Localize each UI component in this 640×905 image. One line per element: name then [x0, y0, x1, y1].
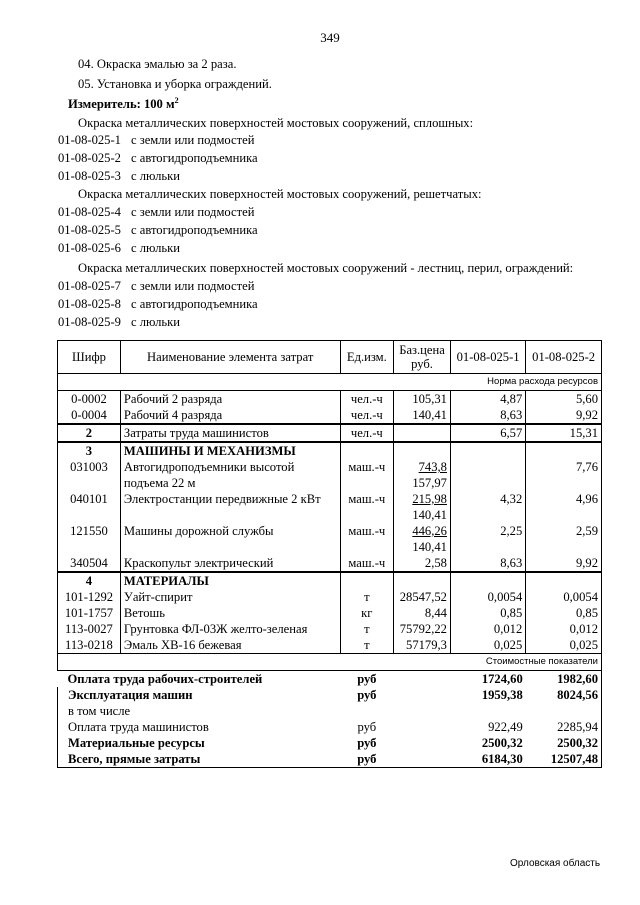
summary-variant-1: 922,49: [488, 720, 523, 734]
cell-variant-1: 0,025: [450, 637, 525, 654]
cell-variant-1: 0,012: [450, 621, 525, 637]
cell-shifr: 340504: [58, 555, 121, 572]
cell-shifr: 4: [58, 572, 121, 589]
cell-price: 743,8 157,97: [394, 459, 451, 491]
cell-shifr: 3: [58, 442, 121, 459]
summary-unit: руб: [357, 736, 377, 750]
list-item: 01-08-025-3 с люльки: [58, 169, 181, 183]
table-row: [58, 424, 602, 442]
group-heading: Окраска металлических поверхностей мостовых сооружений, решетчатых:: [78, 187, 482, 201]
col-header-variant-1: 01-08-025-1: [450, 341, 525, 374]
cell-price: 2,58: [394, 555, 451, 572]
page-number: 349: [320, 30, 340, 45]
group-heading: Окраска металлических поверхностей мостовых сооружений, сплошных:: [78, 116, 474, 130]
cell-shifr: 101-1292: [58, 589, 121, 605]
table-row: [58, 589, 602, 605]
col-header-name: Наименование элемента затрат: [120, 341, 340, 374]
cell-variant-2: 0,025: [526, 637, 602, 654]
summary-unit: руб: [340, 751, 394, 768]
norm-caption: Норма расхода ресурсов: [58, 374, 602, 391]
summary-variant-2: 12507,48: [526, 751, 602, 768]
cost-caption-row: [58, 654, 602, 671]
summary-spacer: [394, 703, 451, 719]
summary-variant-1: 1959,38: [481, 688, 523, 702]
col-header-shifr: Шифр: [58, 341, 121, 374]
summary-spacer: [394, 671, 451, 688]
section-row: [58, 572, 602, 589]
cell-variant-2: 15,31: [526, 424, 602, 442]
summary-spacer: [394, 687, 451, 703]
cell-unit: т: [340, 589, 394, 605]
table-row: [58, 555, 602, 572]
cell-shifr: 0-0004: [58, 407, 121, 424]
cell-price: 105,31: [394, 391, 451, 408]
norm-caption-row: [58, 374, 602, 391]
summary-unit: [340, 703, 394, 719]
footer-region: Орловская область: [510, 858, 601, 869]
cell-name: Электростанции передвижные 2 кВт: [120, 491, 340, 523]
summary-variant-2: 8024,56: [526, 687, 602, 703]
cell-shifr: 121550: [58, 523, 121, 555]
summary-variant-1: [450, 703, 525, 719]
summary-spacer: [394, 735, 451, 751]
cell-variant-1: [450, 459, 525, 491]
list-item: 01-08-025-9 с люльки: [58, 315, 181, 329]
col-header-price: Баз.цена руб.: [394, 341, 451, 374]
cell-price: 8,44: [394, 605, 451, 621]
list-item: 01-08-025-6 с люльки: [58, 241, 181, 255]
step-05: 05. Установка и уборка ограждений.: [78, 77, 272, 91]
cell-variant-1: 8,63: [450, 407, 525, 424]
cell-unit: чел.-ч: [340, 407, 394, 424]
table-row: [58, 523, 602, 555]
table-row: [58, 407, 602, 424]
summary-variant-2: [526, 703, 602, 719]
table-row: [58, 459, 602, 491]
cell-shifr: 0-0002: [58, 391, 121, 408]
summary-variant-2: 1982,60: [526, 671, 602, 688]
section-row: [58, 442, 602, 459]
summary-variant-2: 2285,94: [526, 719, 602, 735]
cell-variant-2: 0,85: [526, 605, 602, 621]
col-header-unit: Ед.изм.: [340, 341, 394, 374]
resource-table: [57, 340, 602, 768]
cell-unit: чел.-ч: [340, 391, 394, 408]
cell-name: Ветошь: [120, 605, 340, 621]
cell-variant-2: 4,96: [526, 491, 602, 523]
cell-shifr: 2: [58, 424, 121, 442]
summary-variant-2: 2500,32: [526, 735, 602, 751]
cell-variant-1: 8,63: [450, 555, 525, 572]
cell-variant-2: 2,59: [526, 523, 602, 555]
list-item: 01-08-025-2 с автогидроподъемника: [58, 151, 258, 165]
cell-shifr: 113-0027: [58, 621, 121, 637]
cell-name: Машины дорожной службы: [120, 523, 340, 555]
list-item: 01-08-025-5 с автогидроподъемника: [58, 223, 258, 237]
cell-variant-1: 6,57: [450, 424, 525, 442]
table-row: [58, 637, 602, 654]
cell-unit: маш.-ч: [340, 555, 394, 572]
cell-price: [394, 424, 451, 442]
cell-unit: маш.-ч: [340, 491, 394, 523]
list-item: 01-08-025-4 с земли или подмостей: [58, 205, 255, 219]
summary-variant-1: 2500,32: [481, 736, 523, 750]
group-heading: Окраска металлических поверхностей мостовых сооружений - лестниц, перил, ограждений:: [78, 261, 574, 275]
cell-variant-2: 9,92: [526, 555, 602, 572]
table-row: [58, 391, 602, 408]
cell-name: Рабочий 4 разряда: [120, 407, 340, 424]
cell-name: Рабочий 2 разряда: [120, 391, 340, 408]
cell-price: 75792,22: [394, 621, 451, 637]
cell-variant-1: 0,85: [450, 605, 525, 621]
summary-label: Оплата труда машинистов: [58, 719, 341, 735]
cell-variant-1: 2,25: [450, 523, 525, 555]
summary-unit: руб: [357, 720, 377, 734]
cell-shifr: 113-0218: [58, 637, 121, 654]
section-title: МАШИНЫ И МЕХАНИЗМЫ: [120, 442, 340, 459]
summary-row: [58, 751, 602, 768]
summary-label: Материальные ресурсы: [58, 735, 341, 751]
list-item: 01-08-025-7 с земли или подмостей: [58, 279, 255, 293]
summary-row: [58, 735, 602, 751]
summary-row: [58, 671, 602, 688]
cell-name: Грунтовка ФЛ-03Ж желто-зеленая: [120, 621, 340, 637]
summary-label: Эксплуатация машин: [58, 687, 341, 703]
cell-variant-1: 4,87: [450, 391, 525, 408]
cell-price: 215,98 140,41: [394, 491, 451, 523]
summary-unit: руб: [357, 672, 377, 686]
cell-name: Эмаль ХВ-16 бежевая: [120, 637, 340, 654]
summary-variant-1: 1724,60: [481, 672, 523, 686]
summary-spacer: [394, 719, 451, 735]
cell-price: 140,41: [394, 407, 451, 424]
col-header-variant-2: 01-08-025-2: [526, 341, 602, 374]
cell-price: 57179,3: [394, 637, 451, 654]
cell-unit: кг: [340, 605, 394, 621]
section-title: МАТЕРИАЛЫ: [120, 572, 340, 589]
table-row: [58, 621, 602, 637]
measure-label: Измеритель: 100 $м^2$: [68, 96, 179, 112]
cell-shifr: 040101: [58, 491, 121, 523]
cost-caption: Стоимостные показатели: [58, 654, 602, 671]
summary-label: в том числе: [58, 703, 341, 719]
list-item: 01-08-025-8 с автогидроподъемника: [58, 297, 258, 311]
cell-variant-2: 7,76: [526, 459, 602, 491]
cell-variant-1: 4,32: [450, 491, 525, 523]
cell-shifr: 031003: [58, 459, 121, 491]
cell-price: 446,26 140,41: [394, 523, 451, 555]
table-header-row: [58, 341, 602, 374]
cell-variant-1: 0,0054: [450, 589, 525, 605]
cell-name: Уайт-спирит: [120, 589, 340, 605]
cell-unit: т: [340, 621, 394, 637]
summary-row: [58, 719, 602, 735]
summary-label: Оплата труда рабочих-строителей: [67, 672, 263, 686]
summary-row: [58, 703, 602, 719]
table-row: [58, 491, 602, 523]
summary-label: Всего, прямые затраты: [58, 751, 341, 768]
summary-spacer: [394, 751, 451, 768]
step-04: 04. Окраска эмалью за 2 раза.: [78, 57, 237, 71]
table-row: [58, 605, 602, 621]
cell-variant-2: 9,92: [526, 407, 602, 424]
cell-variant-2: 0,012: [526, 621, 602, 637]
cell-unit: маш.-ч: [340, 459, 394, 491]
cell-name: Автогидроподъемники высотой подъема 22 м: [120, 459, 340, 491]
cell-variant-2: 0,0054: [526, 589, 602, 605]
cell-unit: маш.-ч: [340, 523, 394, 555]
summary-unit: руб: [357, 688, 377, 702]
cell-variant-2: 5,60: [526, 391, 602, 408]
summary-variant-1: 6184,30: [450, 751, 525, 768]
cell-shifr: 101-1757: [58, 605, 121, 621]
cell-price: 28547,52: [394, 589, 451, 605]
cell-name: Затраты труда машинистов: [120, 424, 340, 442]
cell-unit: чел.-ч: [340, 424, 394, 442]
cell-name: Краскопульт электрический: [120, 555, 340, 572]
cell-unit: т: [340, 637, 394, 654]
summary-row: [58, 687, 602, 703]
list-item: 01-08-025-1 с земли или подмостей: [58, 133, 255, 147]
